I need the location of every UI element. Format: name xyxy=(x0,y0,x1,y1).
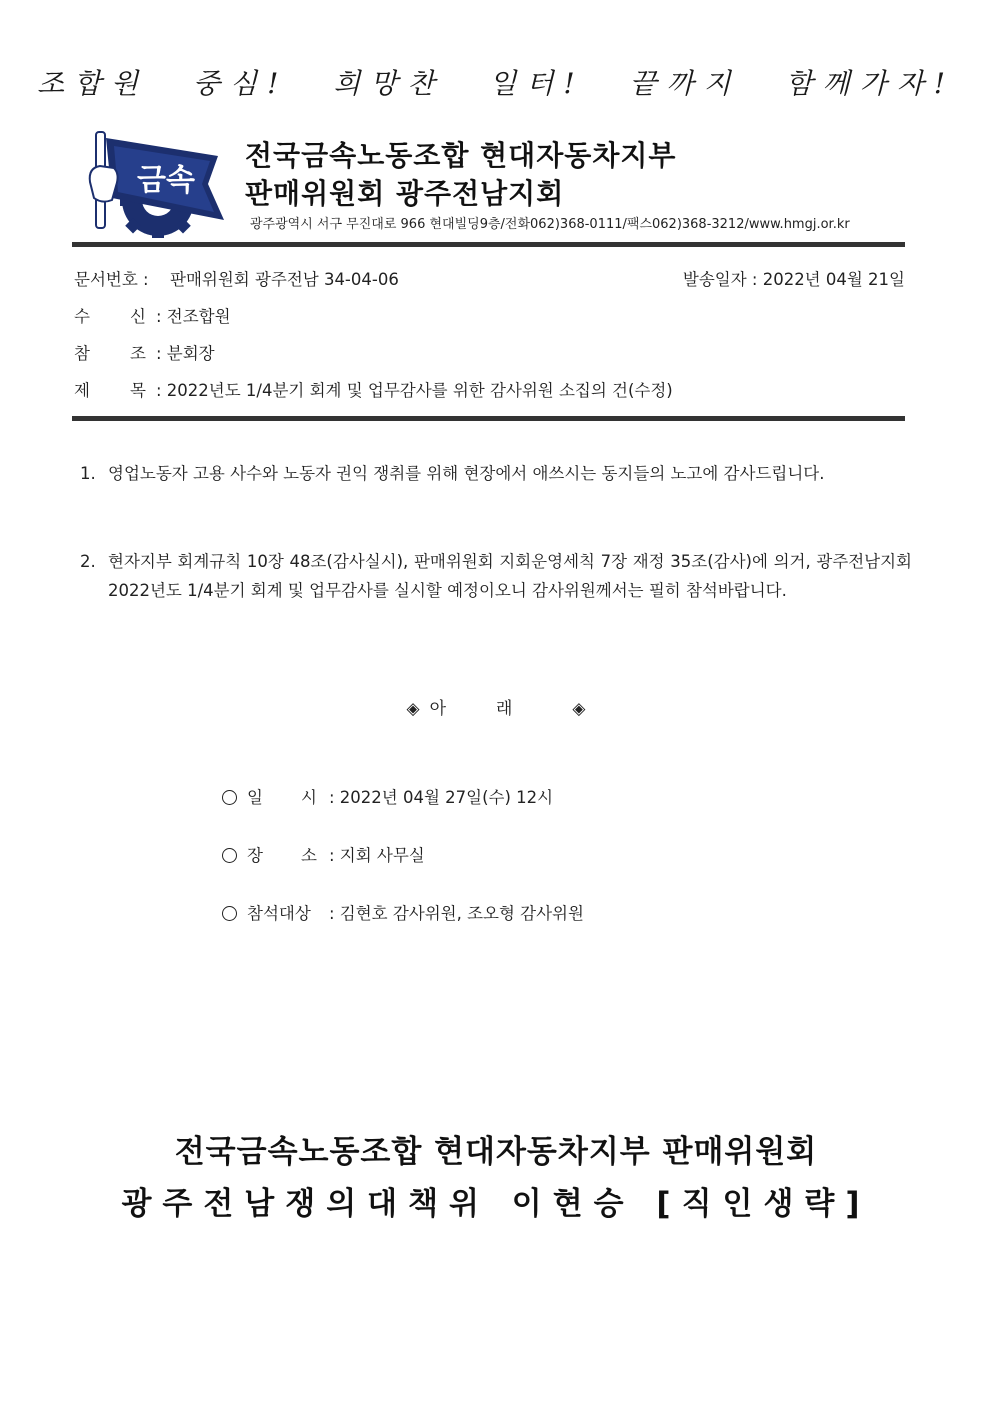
detail-item-attendees xyxy=(222,900,584,924)
diamond-icon: ◈ xyxy=(406,699,420,719)
below-heading xyxy=(0,694,992,719)
paragraph-number: 1. xyxy=(80,464,96,483)
item-value: : 김현호 감사위원, 조오형 감사위원 xyxy=(329,904,584,923)
recipient: : 전조합원 xyxy=(156,307,231,326)
org-address: 광주광역시 서구 무진대로 966 현대빌딩9층/전화062)368-0111/팩스062)368-3212/www.hmgj.or.kr xyxy=(250,217,850,232)
item-value: : 지회 사무실 xyxy=(329,846,425,865)
slogan: 조합원 중심! 희망찬 일터! 끝까지 함께가자! xyxy=(36,67,956,100)
signature-line1: 전국금속노동조합 현대자동차지부 판매위원회 xyxy=(174,1134,818,1170)
item-label-b: 소 xyxy=(301,846,317,865)
below-word: 아래 xyxy=(429,699,563,719)
circle-bullet-icon xyxy=(222,790,237,805)
diamond-icon: ◈ xyxy=(572,699,586,719)
doc-number: 판매위원회 광주전남 34-04-06 xyxy=(170,270,399,289)
item-label-a: 일 xyxy=(247,788,263,807)
recipient-label-b: 신 xyxy=(130,307,146,326)
subject: : 2022년도 1/4분기 회계 및 업무감사를 위한 감사위원 소집의 건(수정) xyxy=(156,381,673,400)
item-label-a: 장 xyxy=(247,846,263,865)
recipient-row xyxy=(74,303,231,327)
reference-label-a: 참 xyxy=(74,344,90,363)
reference-label-b: 조 xyxy=(130,344,146,363)
meta-rule xyxy=(72,416,905,421)
reference-row xyxy=(74,340,215,364)
org-name-line1: 전국금속노동조합 현대자동차지부 xyxy=(245,139,677,172)
logo-text: 금속 xyxy=(137,163,195,198)
item-value: : 2022년 04월 27일(수) 12시 xyxy=(329,788,554,807)
subject-label-a: 제 xyxy=(74,381,90,400)
detail-item-place xyxy=(222,842,425,866)
paragraph-number: 2. xyxy=(80,552,96,571)
union-logo xyxy=(86,128,228,240)
subject-row xyxy=(74,377,673,401)
subject-label-b: 목 xyxy=(130,381,146,400)
item-label-a: 참석대상 xyxy=(247,904,311,923)
send-date: 발송일자 : 2022년 04월 21일 xyxy=(682,270,905,289)
paragraph-text: 영업노동자 고용 사수와 노동자 권익 쟁취를 위해 현장에서 애쓰시는 동지들의 노고에 감사드립니다. xyxy=(108,464,825,483)
header-rule xyxy=(72,242,905,247)
reference: : 분회장 xyxy=(156,344,215,363)
paragraph-text: 현자지부 회계규칙 10장 48조(감사실시), 판매위원회 지회운영세칙 7장 재정 35조(감사)에 의거, 광주전남지회 2022년도 1/4분기 회계 및 업무감사를 실시할 예정이오니 감사위원께서는 필히 참석바랍니다. xyxy=(108,552,912,600)
recipient-label-a: 수 xyxy=(74,307,90,326)
circle-bullet-icon xyxy=(222,906,237,921)
signature-line2: 광주전남쟁의대책위 이현승 [직인생략] xyxy=(121,1186,871,1222)
paragraph-1 xyxy=(80,459,912,488)
doc-number-row xyxy=(74,266,399,290)
item-label-b: 시 xyxy=(301,788,317,807)
doc-number-label: 문서번호 : xyxy=(74,270,149,289)
org-name-line2: 판매위원회 광주전남지회 xyxy=(245,177,565,210)
detail-item-datetime xyxy=(222,784,553,808)
circle-bullet-icon xyxy=(222,848,237,863)
paragraph-2 xyxy=(80,547,912,605)
